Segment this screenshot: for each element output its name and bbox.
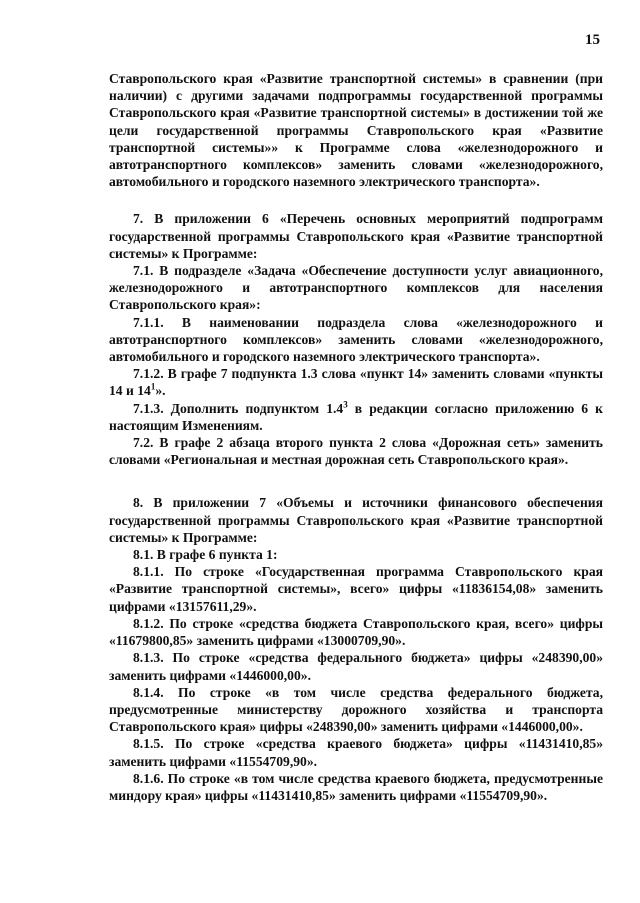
paragraph-item-8: 8. В приложении 7 «Объемы и источники финансового обеспечения государственной программы Ставропольского края «Развитие транспортной системы» к Программе: — [109, 495, 603, 545]
paragraph-item-8-1-1: 8.1.1. По строке «Государственная программа Ставропольского края «Развитие транспортной системы», всего» цифры «11836154,08» заменить цифрами «13157611,29». — [109, 564, 603, 614]
paragraph-item-7-1-1: 7.1.1. В наименовании подраздела слова «железнодорожного и автотранспортного комплексов» заменить словами «железнодорожного, автомобильного и городского наземного электрического транспорта». — [109, 314, 603, 365]
paragraph-item-8-1-2: 8.1.2. По строке «средства бюджета Ставропольского края, всего» цифры «11679800,85» заменить цифрами «13000709,90». — [109, 615, 603, 649]
page-number: 15 — [585, 32, 600, 48]
paragraph-text: ». — [155, 383, 166, 399]
paragraph-item-8-1-6: 8.1.6. По строке «в том числе средства краевого бюджета, предусмотренные миндору края» цифры «11431410,85» заменить цифрами «11554709,90». — [109, 770, 603, 803]
superscript: 3 — [343, 399, 348, 410]
paragraph-item-7-2: 7.2. В графе 2 абзаца второго пункта 2 слова «Дорожная сеть» заменить словами «Региональная и местная дорожная сеть Ставропольского края». — [109, 435, 603, 468]
paragraph-item-8-1: 8.1. В графе 6 пункта 1: — [133, 547, 278, 563]
document-body — [109, 70, 603, 804]
paragraph-item-8-1-4: 8.1.4. По строке «в том числе средства федерального бюджета, предусмотренные министерству дорожного хозяйства и транспорта Ставропольского края» цифры «248390,00» заменить цифрами «1446000,00». — [109, 684, 603, 735]
paragraph-item-7-1: 7.1. В подразделе «Задача «Обеспечение доступности услуг авиационного, железнодорожного и автотранспортного комплексов для населения Ставропольского края»: — [109, 263, 603, 313]
paragraph-item-7-1-2 — [109, 365, 603, 399]
paragraph-text: в редакции согласно приложению 6 к настоящим Изменениям. — [109, 400, 603, 433]
paragraph-item-8-1-3: 8.1.3. По строке «средства федерального бюджета» цифры «248390,00» заменить цифрами «1446000,00». — [109, 650, 603, 683]
paragraph-text: 7.1.3. Дополнить подпунктом 1.4 — [133, 400, 344, 416]
paragraph-item-8-1-5: 8.1.5. По строке «средства краевого бюджета» цифры «11431410,85» заменить цифрами «11554709,90». — [109, 736, 603, 769]
paragraph-item-7-1-3 — [109, 400, 603, 434]
superscript: 1 — [150, 381, 156, 392]
paragraph-continuation: Ставропольского края «Развитие транспортной системы» в сравнении (при наличии) с другими задачами подпрограммы государственной программы Ставропольского края «Развитие транспортной системы» в достижении той же цели государственной программы Ставропольского края «Развитие транспортной системы»» к Программе слова «железнодорожного и автотранспортного комплексов» заменить словами «железнодорожного, автомобильного и городского наземного электрического транспорта». — [109, 71, 603, 190]
paragraph-item-7: 7. В приложении 6 «Перечень основных мероприятий подпрограмм государственной программы Ставропольского края «Развитие транспортной системы» к Программе: — [109, 211, 603, 261]
paragraph-text: 7.1.2. В графе 7 подпункта 1.3 слова «пункт 14» заменить словами «пункты 14 и 14 — [109, 366, 603, 399]
